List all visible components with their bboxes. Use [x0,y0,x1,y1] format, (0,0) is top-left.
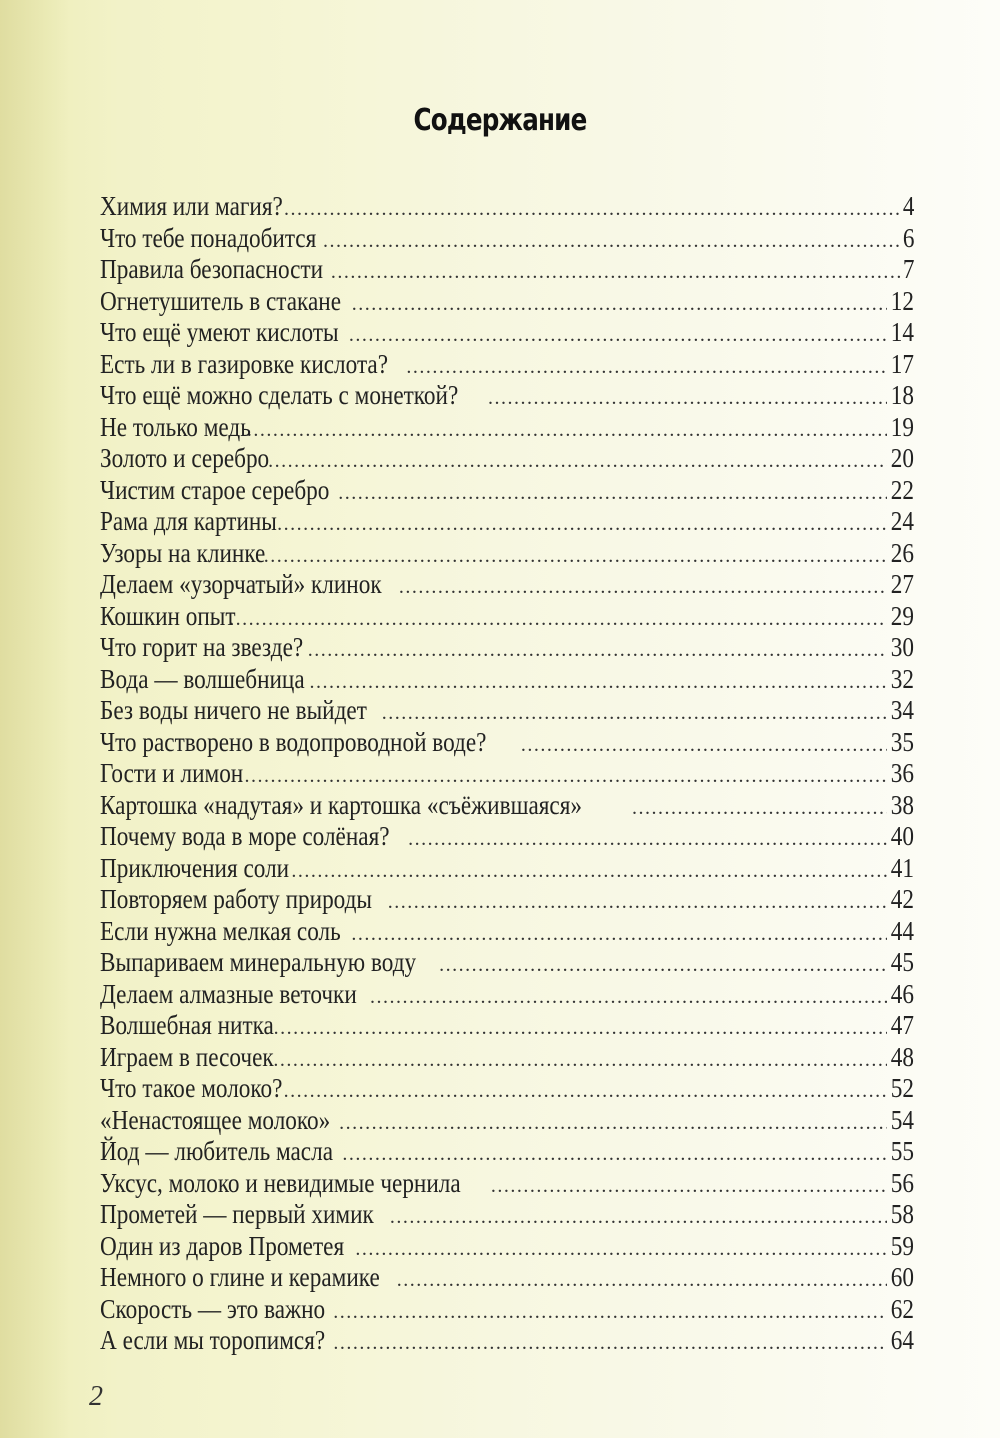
toc-dot-leader [329,1297,887,1326]
toc-dot-leader [327,257,901,286]
toc-entry[interactable] [100,317,914,349]
toc-entry-title: Картошка «надутая» и картошка «съёжившаяся» [100,789,583,820]
toc-entry[interactable] [100,1294,914,1326]
toc-entry-title: Если нужна мелкая соль [100,915,341,946]
toc-dot-leader [395,572,887,601]
page-gutter-shadow [0,0,70,1438]
toc-entry[interactable] [100,412,914,444]
toc-entry[interactable] [100,1042,914,1074]
toc-entry-page: 41 [890,852,914,883]
toc-entry[interactable] [100,506,914,538]
toc-entry-title: Играем в песочек [100,1041,274,1072]
toc-entry[interactable] [100,349,914,381]
toc-entry-page: 30 [890,632,914,662]
toc-entry-page: 58 [890,1199,914,1229]
toc-entry-title: Рама для картины [100,506,277,536]
toc-entry[interactable] [100,664,914,696]
toc-dot-leader [273,509,887,538]
toc-dot-leader [319,226,901,255]
toc-entry[interactable] [100,1168,914,1200]
toc-dot-leader [234,761,887,790]
toc-entry-title: Вода — волшебница [100,663,305,694]
toc-entry-page: 52 [890,1073,914,1103]
toc-entry[interactable] [100,727,914,759]
toc-entry[interactable] [100,1325,914,1357]
toc-dot-leader [517,730,887,759]
page-number: 2 [89,1381,103,1412]
toc-dot-leader [305,667,887,696]
toc-entry-page: 6 [902,222,914,253]
toc-entry-page: 7 [902,254,914,284]
toc-entry[interactable] [100,853,914,885]
toc-entry[interactable] [100,632,914,664]
toc-entry-page: 40 [890,821,914,851]
toc-entry[interactable] [100,1105,914,1137]
toc-entry-page: 48 [890,1041,914,1072]
page-title: Содержание [413,103,587,138]
toc-entry-page: 60 [890,1262,914,1292]
toc-entry-title: Делаем алмазные веточки [100,978,357,1009]
toc-entry-title: Не только медь [100,411,251,442]
toc-entry-title: Без воды ничего не выйдет [100,695,367,725]
toc-entry-page: 62 [890,1293,914,1324]
toc-entry[interactable] [100,475,914,507]
toc-entry-page: 26 [890,537,914,568]
toc-dot-leader [280,1076,887,1105]
toc-entry-title: Огнетушитель в стакане [100,285,342,316]
toc-entry-title: Приключения соли [100,852,290,883]
toc-entry-page: 14 [890,317,914,347]
toc-entry[interactable] [100,1010,914,1042]
toc-entry[interactable] [100,979,914,1011]
toc-entry[interactable] [100,821,914,853]
toc-dot-leader [225,604,887,633]
toc-dot-leader [386,1202,887,1231]
toc-entry-title: «Ненастоящее молоко» [100,1104,331,1135]
toc-entry-page: 32 [890,663,914,694]
toc-entry-title: Прометей — первый химик [100,1199,374,1229]
toc-dot-leader [304,635,887,664]
toc-entry-title: Узоры на клинке [100,537,266,568]
toc-dot-leader [366,982,887,1011]
toc-entry-page: 44 [890,915,914,946]
toc-entry-page: 36 [890,758,914,788]
toc-entry[interactable] [100,695,914,727]
toc-dot-leader [260,541,887,570]
toc-entry-page: 20 [890,443,914,473]
toc-entry-title: Есть ли в газировке кислота? [100,348,389,379]
toc-dot-leader [484,383,887,412]
toc-entry[interactable] [100,790,914,822]
toc-entry-title: Золото и серебро [100,443,270,473]
toc-entry-page: 59 [890,1230,914,1261]
toc-dot-leader [345,320,887,349]
toc-dot-leader [264,446,887,475]
toc-entry[interactable] [100,191,914,223]
toc-entry-page: 55 [890,1136,914,1166]
toc-entry-page: 18 [890,380,914,410]
toc-dot-leader [329,1328,887,1357]
toc-entry-page: 35 [890,726,914,757]
toc-entry-page: 19 [890,411,914,442]
toc-entry[interactable] [100,1199,914,1231]
toc-entry[interactable] [100,1262,914,1294]
toc-entry-title: Волшебная нитка [100,1010,274,1040]
toc-dot-leader [334,478,887,507]
toc-entry[interactable] [100,1231,914,1263]
toc-dot-leader [393,1265,887,1294]
toc-entry-page: 29 [890,600,914,631]
toc-entry-title: Выпариваем минеральную воду [100,947,417,977]
table-of-contents [100,191,914,1357]
toc-entry-page: 17 [890,348,914,379]
toc-dot-leader [287,856,887,885]
toc-entry[interactable] [100,538,914,570]
toc-entry-title: Скорость — это важно [100,1293,326,1324]
toc-entry[interactable] [100,286,914,318]
toc-entry-title: А если мы торопимся? [100,1325,326,1355]
toc-entry[interactable] [100,443,914,475]
toc-entry-page: 47 [890,1010,914,1040]
toc-dot-leader [378,698,887,727]
toc-entry-page: 34 [890,695,914,725]
toc-entry-page: 45 [890,947,914,977]
toc-dot-leader [351,1234,887,1263]
toc-dot-leader [348,289,887,318]
toc-dot-leader [404,824,887,853]
toc-entry-title: Что растворено в водопроводной воде? [100,726,487,757]
toc-entry-title: Что горит на звезде? [100,632,304,662]
toc-entry-title: Уксус, молоко и невидимые чернила [100,1167,461,1198]
toc-dot-leader [269,1045,887,1074]
toc-dot-leader [270,1013,887,1042]
toc-dot-leader [280,194,900,223]
toc-entry-title: Что такое молоко? [100,1073,283,1103]
toc-entry[interactable] [100,758,914,790]
toc-dot-leader [347,919,887,948]
toc-entry-title: Химия или магия? [100,191,283,221]
toc-entry[interactable] [100,254,914,286]
toc-entry[interactable] [100,1073,914,1105]
toc-dot-leader [435,950,887,979]
toc-dot-leader [628,793,887,822]
toc-entry-page: 46 [890,978,914,1009]
toc-dot-leader [487,1171,887,1200]
toc-entry-page: 27 [890,569,914,599]
toc-entry-title: Кошкин опыт [100,600,236,631]
toc-entry-title: Правила безопасности [100,254,324,284]
toc-entry-title: Что тебе понадобится [100,222,317,253]
toc-entry[interactable] [100,223,914,255]
toc-entry[interactable] [100,601,914,633]
toc-entry-page: 54 [890,1104,914,1135]
toc-dot-leader [384,887,887,916]
toc-entry-page: 42 [890,884,914,914]
toc-entry-page: 12 [890,285,914,316]
toc-entry[interactable] [100,380,914,412]
toc-entry-title: Чистим старое серебро [100,474,330,505]
toc-entry-title: Йод — любитель масла [100,1136,334,1166]
toc-entry[interactable] [100,569,914,601]
toc-entry-page: 22 [890,474,914,505]
toc-entry-page: 64 [890,1325,914,1355]
toc-dot-leader [402,352,887,381]
toc-entry-page: 38 [890,789,914,820]
toc-entry-page: 4 [902,191,914,221]
toc-entry-title: Повторяем работу природы [100,884,373,914]
toc-entry-page: 56 [890,1167,914,1198]
toc-entry-title: Что ещё можно сделать с монеткой? [100,380,459,410]
toc-entry-title: Немного о глине и керамике [100,1262,380,1292]
toc-dot-leader [338,1139,887,1168]
toc-entry-title: Что ещё умеют кислоты [100,317,339,347]
toc-entry-page: 24 [890,506,914,536]
toc-entry-title: Один из даров Прометея [100,1230,345,1261]
toc-dot-leader [335,1108,887,1137]
toc-dot-leader [243,415,887,444]
toc-entry-title: Почему вода в море солёная? [100,821,390,851]
toc-entry[interactable] [100,1136,914,1168]
toc-entry-title: Делаем «узорчатый» клинок [100,569,382,599]
toc-entry-title: Гости и лимон [100,758,244,788]
toc-entry[interactable] [100,916,914,948]
toc-entry[interactable] [100,947,914,979]
toc-entry[interactable] [100,884,914,916]
